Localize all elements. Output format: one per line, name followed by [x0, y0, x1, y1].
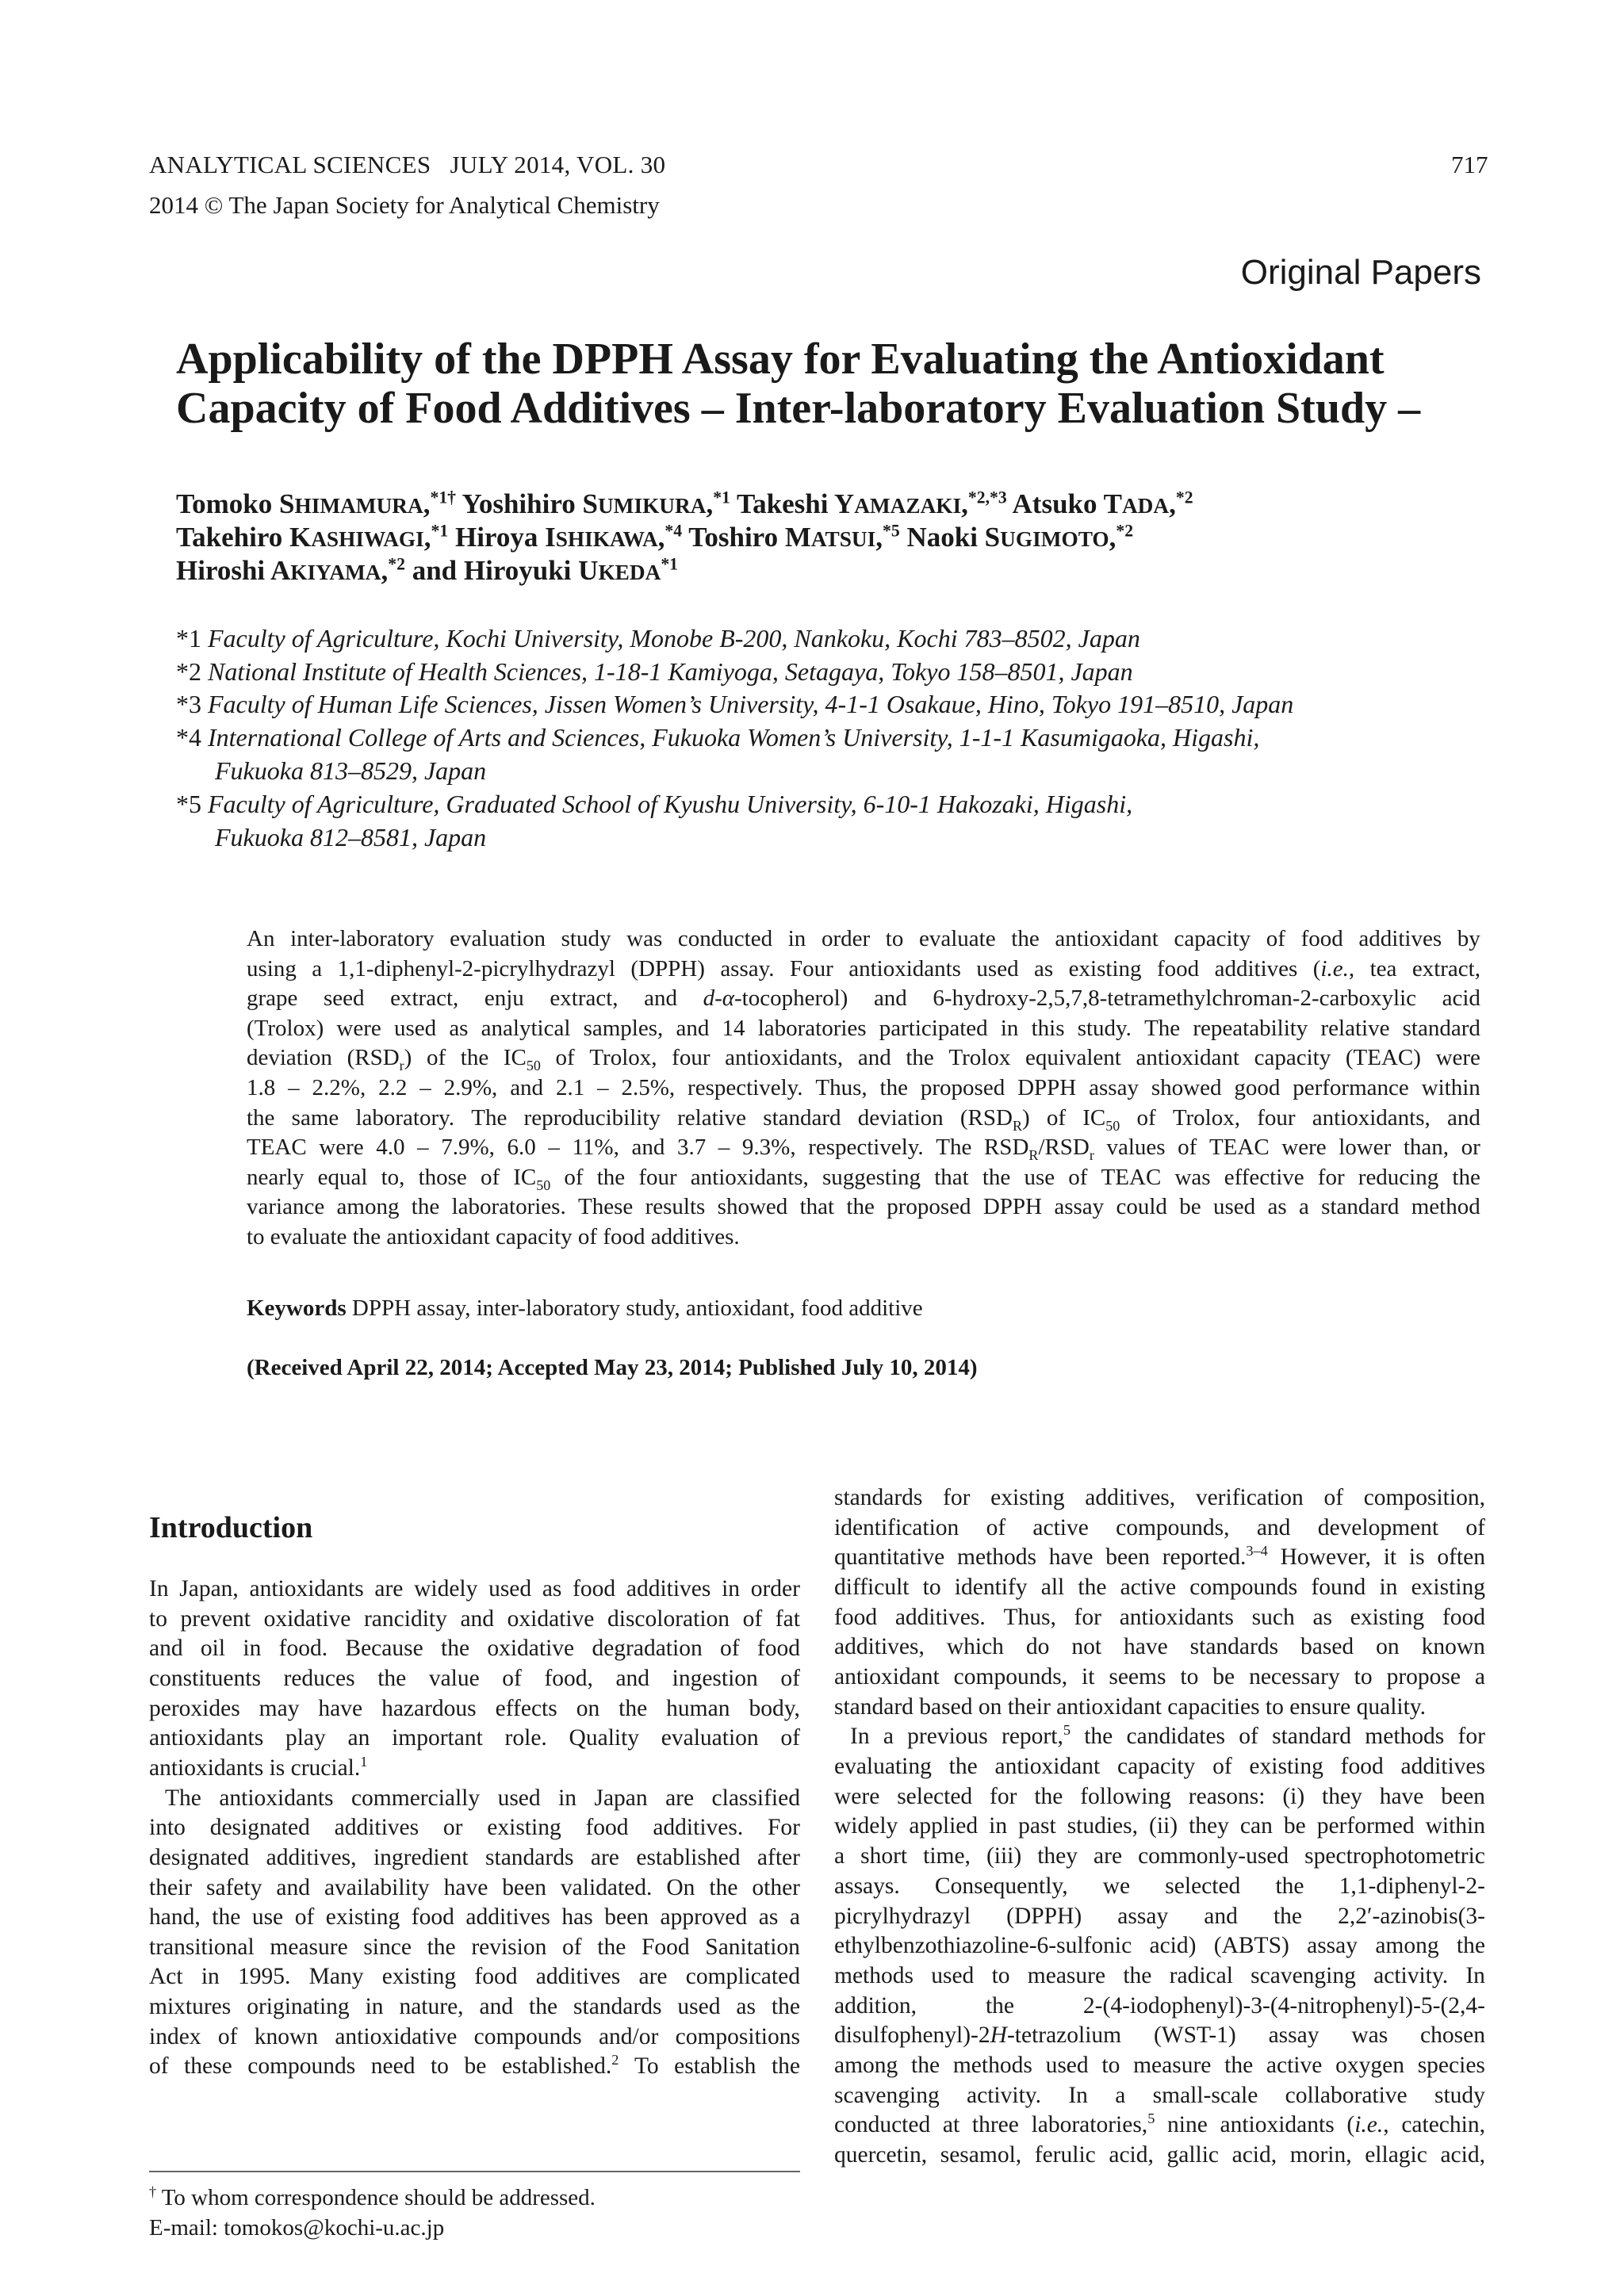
- body-line: were selected for the following reasons: (i) they have been: [834, 1783, 1485, 1809]
- body-line: The antioxidants commercially used in Japan are classified: [165, 1785, 800, 1811]
- body-line: of these compounds need to be established.$^2$ To establish the: [149, 2052, 800, 2080]
- footnote-correspondence: † To whom correspondence should be addressed.: [149, 2183, 596, 2210]
- author-line-2: Takehiro KASHIWAGI,$^{*1}$ Hiroya ISHIKAWA,$^{*4}$ Toshiro MATSUI,$^{*5}$ Naoki SUGIMOTO,$^{*2}$: [176, 521, 1134, 553]
- body-line: difficult to identify all the active compounds found in existing: [834, 1575, 1485, 1601]
- abstract-line: to evaluate the antioxidant capacity of food additives.: [247, 1224, 740, 1249]
- body-line: standards for existing additives, verification of composition,: [834, 1485, 1485, 1510]
- body-line: transitional measure since the revision of the Food Sanitation: [149, 1934, 800, 1960]
- footnote-email: E-mail: tomokos@kochi-u.ac.jp: [149, 2215, 445, 2241]
- body-line: disulfophenyl)-2H-tetrazolium (WST-1) assay was chosen: [834, 2022, 1485, 2049]
- section-heading-introduction: Introduction: [149, 1511, 313, 1544]
- body-line: and oil in food. Because the oxidative degradation of food: [149, 1636, 800, 1662]
- body-line: antioxidants is crucial.$^1$: [149, 1754, 368, 1781]
- body-line: their safety and availability have been validated. On the other: [149, 1874, 800, 1900]
- affiliation-4: *4 International College of Arts and Sciences, Fukuoka Women’s University, 1-1-1 Kasumigaoka, Higashi,: [176, 723, 1260, 752]
- body-line: food additives. Thus, for antioxidants such as existing food: [834, 1604, 1485, 1630]
- body-line: quercetin, sesamol, ferulic acid, gallic acid, morin, ellagic acid,: [834, 2141, 1485, 2168]
- body-line: mixtures originating in nature, and the standards used as the: [149, 1994, 800, 2020]
- abstract-line: variance among the laboratories. These results showed that the proposed DPPH assay could be used as a standard method: [247, 1194, 1480, 1220]
- abstract-line: (Trolox) were used as analytical samples, and 14 laboratories participated in this study. The repeatability relative standard: [247, 1015, 1480, 1041]
- running-header: [149, 147, 665, 182]
- abstract-line: nearly equal to, those of $IC_{50}$ of the four antioxidants, suggesting that the use of TEAC was effective for reducing the: [247, 1164, 1480, 1193]
- body-line: evaluating the antioxidant capacity of existing food additives: [834, 1754, 1485, 1780]
- affiliation-4-continued: Fukuoka 813–8529, Japan: [215, 756, 487, 785]
- body-line: index of known antioxidative compounds and/or compositions: [149, 2023, 800, 2049]
- body-line: hand, the use of existing food additives has been approved as a: [149, 1904, 800, 1931]
- body-line: a short time, (iii) they are commonly-used spectrophotometric: [834, 1843, 1485, 1869]
- body-line: widely applied in past studies, (ii) they can be performed within: [834, 1813, 1485, 1839]
- section-label: Original Papers: [1240, 253, 1481, 292]
- affiliation-1: *1 Faculty of Agriculture, Kochi University, Monobe B-200, Nankoku, Kochi 783–8502, Japan: [176, 624, 1140, 652]
- affiliation-5-continued: Fukuoka 812–8581, Japan: [215, 823, 487, 851]
- body-line: addition, the 2-(4-iodophenyl)-3-(4-nitrophenyl)-5-(2,4-: [834, 1992, 1485, 2019]
- abstract-line: using a 1,1-diphenyl-2-picrylhydrazyl (DPPH) assay. Four antioxidants used as existing food additives (i.e., tea extract,: [247, 955, 1480, 982]
- affiliation-5: *5 Faculty of Agriculture, Graduated School of Kyushu University, 6-10-1 Hakozaki, Higashi,: [176, 790, 1133, 818]
- affiliation-3: *3 Faculty of Human Life Sciences, Jissen Women’s University, 4-1-1 Osakaue, Hino, Tokyo 191–8510, Japan: [176, 690, 1294, 718]
- abstract-line: the same laboratory. The reproducibility relative standard deviation $(RSD_R)$ of $IC_{50}$ of Trolox, four antioxidants, and: [247, 1104, 1480, 1134]
- abstract-line: grape seed extract, enju extract, and d-α-tocopherol) and 6-hydroxy-2,5,7,8-tetramethylchroman-2-carboxylic acid: [247, 985, 1480, 1012]
- body-line: conducted at three laboratories,$^5$ nine antioxidants (i.e., catechin,: [834, 2110, 1485, 2138]
- body-line: standard based on their antioxidant capacities to ensure quality.: [834, 1693, 1426, 1720]
- body-line: scavenging activity. In a small-scale collaborative study: [834, 2082, 1485, 2108]
- body-line: designated additives, ingredient standards are established after: [149, 1844, 800, 1870]
- author-line-1: Tomoko SHIMAMURA,$^{*1\dagger}$ Yoshihiro SUMIKURA,$^{*1}$ Takeshi YAMAZAKI,$^{*2,*3}$ Atsuko TADA,$^{*2}$: [176, 488, 1193, 519]
- article-title-line-2: Capacity of Food Additives – Inter-laboratory Evaluation Study –: [176, 384, 1421, 433]
- body-line: additives, which do not have standards based on known: [834, 1634, 1485, 1660]
- journal-issue: JULY 2014, VOL. 30: [450, 151, 666, 178]
- body-line: assays. Consequently, we selected the 1,1-diphenyl-2-: [834, 1873, 1485, 1899]
- keywords: [247, 1294, 923, 1323]
- body-line: picrylhydrazyl (DPPH) assay and the 2,2′-azinobis(3-: [834, 1903, 1485, 1929]
- body-line: identification of active compounds, and development of: [834, 1514, 1485, 1540]
- abstract-line: 1.8 – 2.2%, 2.2 – 2.9%, and 2.1 – 2.5%, respectively. Thus, the proposed DPPH assay showed good performance within: [247, 1075, 1480, 1100]
- keywords-text: DPPH assay, inter-laboratory study, antioxidant, food additive: [351, 1295, 923, 1321]
- affiliation-2: *2 National Institute of Health Sciences, 1-18-1 Kamiyoga, Setagaya, Tokyo 158–8501, Japan: [176, 657, 1133, 686]
- journal-name: ANALYTICAL SCIENCES: [149, 151, 431, 178]
- keywords-label: Keywords: [247, 1295, 347, 1321]
- body-line: peroxides may have hazardous effects on the human body,: [149, 1695, 800, 1721]
- body-line: quantitative methods have been reported.$^{3-4}$ However, it is often: [834, 1543, 1485, 1571]
- body-line: Act in 1995. Many existing food additives are complicated: [149, 1964, 800, 1990]
- abstract-line: An inter-laboratory evaluation study was conducted in order to evaluate the antioxidant capacity of food additives by: [247, 926, 1480, 951]
- body-line: In a previous report,$^5$ the candidates of standard methods for: [850, 1722, 1485, 1750]
- page-number: 717: [1451, 151, 1488, 178]
- abstract-line: TEAC were 4.0 – 7.9%, 6.0 – 11%, and 3.7 – 9.3%, respectively. The $RSD_R/RSD_r$ values of TEAC were lower than, or: [247, 1135, 1480, 1163]
- body-line: In Japan, antioxidants are widely used as food additives in order: [149, 1576, 800, 1601]
- body-line: ethylbenzothiazoline-6-sulfonic acid) (ABTS) assay among the: [834, 1933, 1485, 1959]
- abstract-line: deviation $(RSD_r)$ of the $IC_{50}$ of Trolox, four antioxidants, and the Trolox equivalent antioxidant capacity (TEAC) were: [247, 1045, 1480, 1074]
- body-line: constituents reduces the value of food, and ingestion of: [149, 1665, 800, 1691]
- body-line: methods used to measure the radical scavenging activity. In: [834, 1962, 1485, 1988]
- article-title-line-1: Applicability of the DPPH Assay for Evaluating the Antioxidant: [176, 335, 1385, 384]
- body-line: antioxidant compounds, it seems to be necessary to propose a: [834, 1664, 1485, 1690]
- body-line: into designated additives or existing food additives. For: [149, 1815, 800, 1841]
- copyright-line: 2014 © The Japan Society for Analytical Chemistry: [149, 191, 660, 219]
- author-line-3: Hiroshi AKIYAMA,$^{*2}$ and Hiroyuki UKEDA$^{*1}$: [176, 554, 678, 586]
- received-dates: (Received April 22, 2014; Accepted May 23, 2014; Published July 10, 2014): [247, 1355, 978, 1380]
- footnote-rule: [149, 2171, 800, 2172]
- body-line: antioxidants play an important role. Quality evaluation of: [149, 1725, 800, 1751]
- body-line: among the methods used to measure the active oxygen species: [834, 2052, 1485, 2078]
- body-line: to prevent oxidative rancidity and oxidative discoloration of fat: [149, 1605, 800, 1632]
